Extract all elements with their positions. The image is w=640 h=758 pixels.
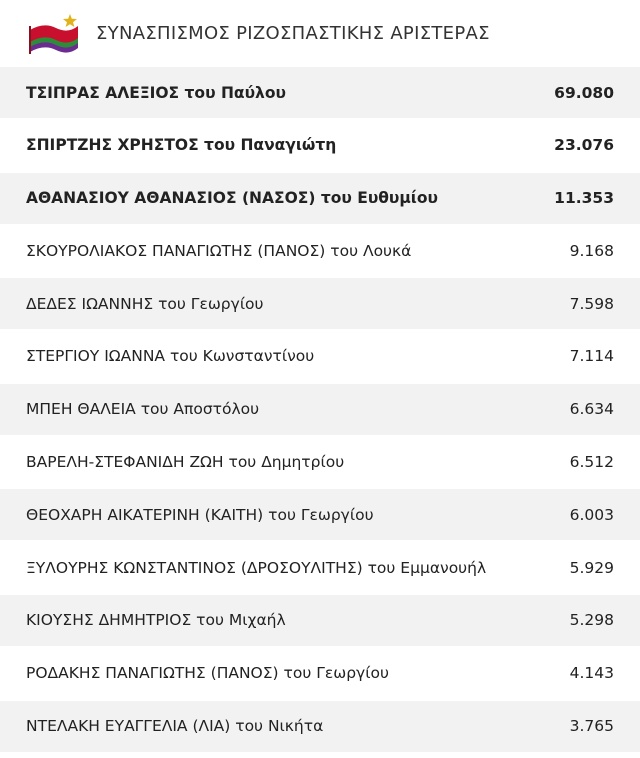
candidate-votes: 23.076 — [554, 136, 614, 155]
candidate-row — [0, 225, 640, 276]
candidate-name: ΣΤΕΡΓΙΟΥ ΙΩΑΝΝΑ του Κωνσταντίνου — [26, 347, 315, 366]
party-header — [0, 0, 640, 67]
candidate-row — [0, 595, 640, 646]
syriza-flag-logo-icon — [26, 12, 82, 56]
candidate-row — [0, 648, 640, 699]
candidate-votes: 6.003 — [569, 505, 614, 524]
candidate-name: ΔΕΔΕΣ ΙΩΑΝΝΗΣ του Γεωργίου — [26, 294, 264, 313]
candidate-votes: 69.080 — [554, 83, 614, 102]
candidate-votes: 11.353 — [554, 189, 614, 208]
candidate-row — [0, 384, 640, 435]
candidate-name: ΝΤΕΛΑΚΗ ΕΥΑΓΓΕΛΙΑ (ΛΙΑ) του Νικήτα — [26, 717, 324, 736]
candidate-row — [0, 173, 640, 224]
candidate-row — [0, 331, 640, 382]
candidate-votes: 3.765 — [569, 717, 614, 736]
candidate-votes: 5.929 — [569, 558, 614, 577]
candidate-votes: 9.168 — [569, 241, 614, 260]
candidate-votes: 4.143 — [569, 664, 614, 683]
candidate-name: ΘΕΟΧΑΡΗ ΑΙΚΑΤΕΡΙΝΗ (ΚΑΙΤΗ) του Γεωργίου — [26, 505, 374, 524]
candidate-votes: 6.512 — [569, 453, 614, 472]
candidate-name: ΡΟΔΑΚΗΣ ΠΑΝΑΓΙΩΤΗΣ (ΠΑΝΟΣ) του Γεωργίου — [26, 664, 389, 683]
candidate-name: ΚΙΟΥΣΗΣ ΔΗΜΗΤΡΙΟΣ του Μιχαήλ — [26, 611, 286, 630]
candidate-name: ΣΚΟΥΡΟΛΙΑΚΟΣ ΠΑΝΑΓΙΩΤΗΣ (ΠΑΝΟΣ) του Λουκά — [26, 241, 412, 260]
candidate-votes: 7.114 — [569, 347, 614, 366]
candidate-row — [0, 542, 640, 593]
candidate-votes: 5.298 — [569, 611, 614, 630]
candidate-name: ΒΑΡΕΛΗ-ΣΤΕΦΑΝΙΔΗ ΖΩΗ του Δημητρίου — [26, 453, 345, 472]
candidate-votes: 7.598 — [569, 294, 614, 313]
candidate-name: ΤΣΙΠΡΑΣ ΑΛΕΞΙΟΣ του Παύλου — [26, 83, 286, 102]
candidate-name: ΣΠΙΡΤΖΗΣ ΧΡΗΣΤΟΣ του Παναγιώτη — [26, 136, 337, 155]
candidate-row — [0, 120, 640, 171]
candidate-votes: 6.634 — [569, 400, 614, 419]
candidate-row — [0, 489, 640, 540]
candidate-row — [0, 278, 640, 329]
candidate-name: ΜΠΕΗ ΘΑΛΕΙΑ του Αποστόλου — [26, 400, 260, 419]
party-name: ΣΥΝΑΣΠΙΣΜΟΣ ΡΙΖΟΣΠΑΣΤΙΚΗΣ ΑΡΙΣΤΕΡΑΣ — [96, 23, 490, 44]
candidates-list — [0, 67, 640, 752]
candidate-name: ΑΘΑΝΑΣΙΟΥ ΑΘΑΝΑΣΙΟΣ (ΝΑΣΟΣ) του Ευθυμίου — [26, 189, 438, 208]
candidate-row — [0, 701, 640, 752]
candidate-row — [0, 437, 640, 488]
candidate-row — [0, 67, 640, 118]
candidate-name: ΞΥΛΟΥΡΗΣ ΚΩΝΣΤΑΝΤΙΝΟΣ (ΔΡΟΣΟΥΛΙΤΗΣ) του Εμμανουήλ — [26, 558, 487, 577]
